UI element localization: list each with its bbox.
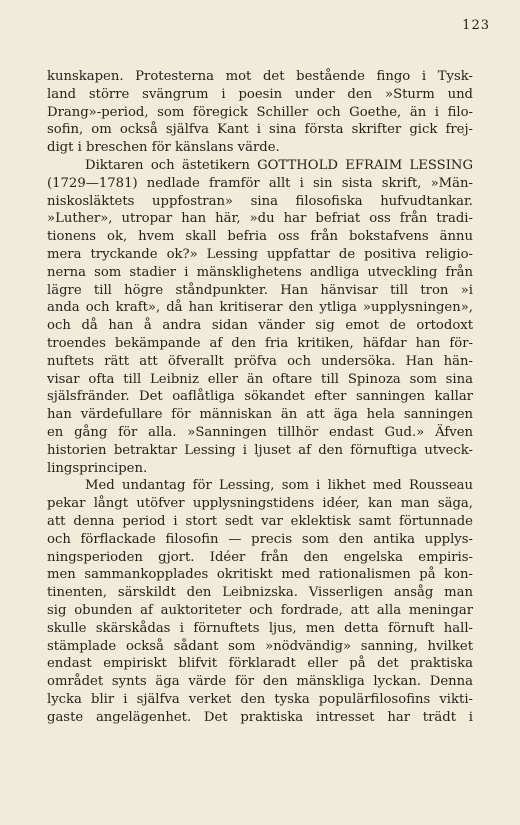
page-number: 123: [462, 18, 490, 33]
text-line: sofin, om också själfva Kant i sina första skrifter gick frej-: [47, 122, 473, 138]
text-line: »Luther», utropar han här, »du har befriat oss från tradi-: [47, 211, 473, 227]
text-line: tionens ok, hvem skall befria oss från bokstafvens ännu: [47, 229, 473, 245]
text-line: och då han å andra sidan vänder sig emot de ortodoxt: [47, 318, 473, 334]
text-line: anda och kraft», då han kritiserar den ytliga »upplysningen»,: [47, 300, 473, 316]
text-line: lägre till högre ståndpunkter. Han hänvisar till tron »i: [47, 282, 473, 298]
text-line: Drang»-period, som föregick Schiller och Goethe, än i filo-: [47, 104, 473, 120]
text-line: och förflackade filosofin — precis som den antika upplys-: [47, 531, 473, 547]
text-line: skulle skärskådas i förnuftets ljus, men detta förnuft hall-: [47, 620, 473, 636]
text-line: pekar långt utöfver upplysningstidens idéer, kan man säga,: [47, 496, 473, 512]
text-line: lycka blir i själfva verket den tyska populärfilosofins vikti-: [47, 691, 473, 707]
text-line: endast empiriskt blifvit förklaradt eller på det praktiska: [47, 656, 473, 672]
text-line: området synts äga värde för den mänskliga lyckan. Denna: [47, 674, 473, 690]
text-line: själsfränder. Det oaflåtliga sökandet efter sanningen kallar: [47, 389, 473, 405]
text-line: kunskapen. Protesterna mot det bestående fingo i Tysk-: [47, 69, 473, 84]
text-line: nuftets rätt att öfverallt pröfva och undersöka. Han hän-: [47, 353, 473, 369]
text-line: han värdefullare för människan än att äga hela sanningen: [47, 407, 473, 423]
text-line: stämplade också sådant som »nödvändig» sanning, hvilket: [47, 638, 473, 654]
text-line: niskosläktets uppfostran» sina filosofiska hufvudtankar.: [47, 193, 473, 209]
body-text: [47, 68, 473, 726]
text-line: lingsprincipen.: [47, 460, 148, 476]
text-line: Med undantag för Lessing, som i likhet med Rousseau: [85, 478, 473, 494]
text-line: Diktaren och ästetikern GOTTHOLD EFRAIM LESSING: [85, 157, 473, 173]
text-line: men sammankopplades okritiskt med rationalismen på kon-: [47, 567, 473, 583]
text-line: tinenten, särskildt den Leibnizska. Visserligen ansåg man: [47, 585, 473, 601]
text-line: historien betraktar Lessing i ljuset af den förnuftiga utveck-: [47, 442, 473, 458]
text-line: (1729—1781) nedlade framför allt i sin sista skrift, »Män-: [47, 175, 473, 191]
text-line: land större svängrum i poesin under den »Sturm und: [47, 86, 473, 102]
text-line: visar ofta till Leibniz eller än oftare till Spinoza som sina: [47, 371, 473, 387]
text-line: digt i breschen för känslans värde.: [47, 140, 280, 156]
text-line: nerna som stadier i mänsklighetens andliga utveckling från: [47, 264, 473, 280]
text-line: att denna period i stort sedt var eklektisk samt förtunnade: [47, 513, 473, 529]
text-line: sig obunden af auktoriteter och fordrade, att alla meningar: [47, 602, 473, 618]
text-line: gaste angelägenhet. Det praktiska intresset har trädt i: [47, 709, 473, 725]
text-line: en gång för alla. »Sanningen tillhör endast Gud.» Äfven: [47, 424, 473, 440]
text-line: troendes bekämpande af den fria kritiken, häfdar han för-: [47, 335, 473, 351]
text-line: ningsperioden gjort. Idéer från den engelska empiris-: [47, 549, 473, 565]
text-line: mera tryckande ok?» Lessing uppfattar de positiva religio-: [47, 246, 473, 262]
